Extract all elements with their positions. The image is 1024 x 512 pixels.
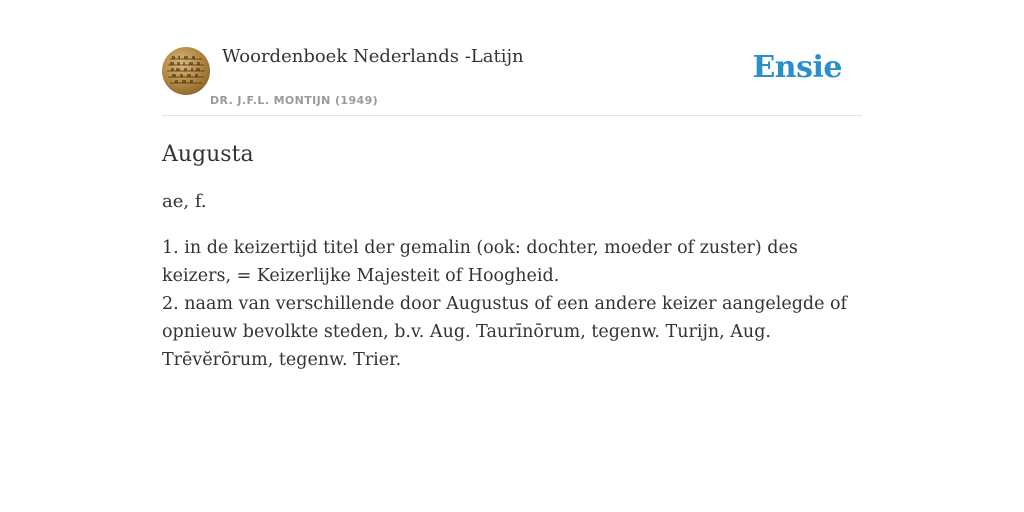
dictionary-header <box>162 0 862 116</box>
entry-grammar: ae, f. <box>162 191 207 212</box>
definition-item: 1. in de keizertijd titel der gemalin (ook: dochter, moeder of zuster) des keizers, = Keizerlijke Majesteit of Hoogheid. <box>162 238 798 286</box>
entry-definitions <box>162 234 862 374</box>
definition-item: 2. naam van verschillende door Augustus of een andere keizer aangelegde of opnieuw bevolkte steden, b.v. Aug. Taurīnōrum, tegenw. Turijn, Aug. Trēvĕrōrum, tegenw. Trier. <box>162 294 848 370</box>
page-container <box>162 0 862 374</box>
dictionary-logo-icon[interactable] <box>162 47 210 95</box>
entry-term: Augusta <box>162 142 254 167</box>
dictionary-author: DR. J.F.L. MONTIJN (1949) <box>210 94 379 107</box>
dictionary-title[interactable]: Woordenboek Nederlands -Latijn <box>222 46 524 67</box>
ensie-brand-link[interactable]: Ensie <box>752 50 842 85</box>
